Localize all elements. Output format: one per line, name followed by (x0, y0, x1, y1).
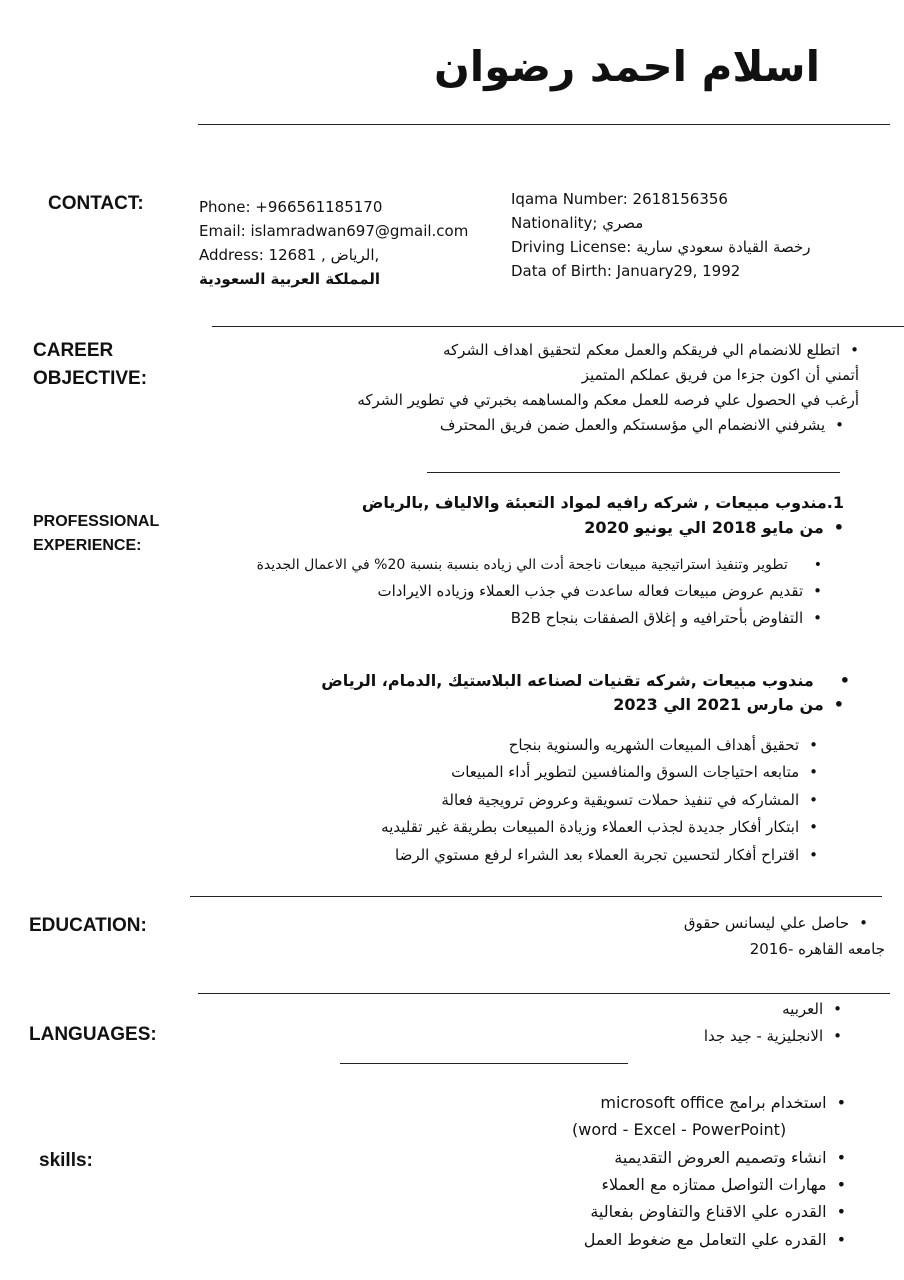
divider (212, 326, 904, 327)
iqama-number: Iqama Number: 2618156356 (511, 190, 728, 208)
job-bullet: • تحقيق أهداف المبيعات الشهريه والسنوية بنجاح (509, 736, 818, 754)
phone: Phone: +966561185170 (199, 198, 383, 216)
skill-item: • انشاء وتصميم العروض التقديمية (614, 1148, 846, 1167)
divider (198, 993, 890, 994)
nationality: Nationality; مصري (511, 214, 644, 232)
personal-details (511, 187, 811, 283)
contact-label: CONTACT: (48, 193, 144, 214)
job-bullet: • تقديم عروض مبيعات فعاله ساعدت في جذب العملاء وزياده الايرادات (377, 582, 822, 600)
experience-label-line: PROFESSIONAL (33, 513, 160, 530)
skill-item: • مهارات التواصل ممتازه مع العملاء (602, 1175, 846, 1194)
job-bullet: • تطوير وتنفيذ استراتيجية مبيعات ناجحة أدت الي زياده بنسبة بنسبة 20% في الاعمال الجديدة (257, 557, 822, 573)
objective-line: أرغب في الحصول علي فرصه للعمل معكم والمساهمه بخبرتي في تطوير الشركه (357, 391, 859, 409)
job-bullet: • متابعه احتياجات السوق والمنافسين لتطوير أداء المبيعات (451, 763, 818, 781)
contact-details (199, 195, 468, 291)
skill-item: • القدره علي الاقناع والتفاوض بفعالية (590, 1202, 846, 1221)
objective-label (33, 337, 147, 393)
education-degree: • حاصل علي ليسانس حقوق (684, 914, 868, 932)
language-item: • الانجليزية - جيد جدا (704, 1027, 842, 1045)
language-item: • العربيه (782, 1000, 842, 1018)
divider (190, 896, 882, 897)
job-title: • مندوب مبيعات ,شركه تقنيات لصناعه البلاستيك ,الدمام، الرياض (321, 671, 850, 690)
date-of-birth: Data of Birth: January29, 1992 (511, 262, 741, 280)
divider (427, 472, 840, 473)
job-period: • من مايو 2018 الي يونيو 2020 (584, 518, 844, 537)
skills-label: skills: (39, 1150, 93, 1171)
job-bullet: • ابتكار أفكار جديدة لجذب العملاء وزيادة المبيعات بطريقة غير تقليديه (381, 818, 818, 836)
education-university: جامعه القاهره -2016 (749, 940, 885, 958)
objective-line: • اتطلع للانضمام الي فريقكم والعمل معكم لتحقيق اهداف الشركه (443, 341, 859, 359)
job-bullet: • التفاوض بأحترافيه و إغلاق الصفقات بنجاح B2B (511, 609, 822, 627)
skill-item: • القدره علي التعامل مع ضغوط العمل (584, 1230, 846, 1249)
job-period: • من مارس 2021 الي 2023 (613, 695, 844, 714)
objective-label-line: CAREER (33, 340, 114, 361)
education-label: EDUCATION: (29, 915, 147, 936)
skill-item: • استخدام برامج microsoft office (600, 1093, 846, 1112)
driving-license: Driving License: رخصة القيادة سعودي سارية (511, 238, 811, 256)
address-country: المملكة العربية السعودية (199, 270, 381, 288)
languages-label: LANGUAGES: (29, 1024, 157, 1045)
divider (340, 1063, 628, 1064)
divider (198, 124, 890, 125)
job-bullet: • اقتراح أفكار لتحسين تجربة العملاء بعد الشراء لرفع مستوي الرضا (395, 846, 818, 864)
job-title: 1.مندوب مبيعات , شركه رافيه لمواد التعبئة والالياف ,بالرياض (361, 493, 844, 512)
experience-label-line: EXPERIENCE: (33, 537, 142, 554)
job-bullet: • المشاركه في تنفيذ حملات تسويقية وعروض ترويجية فعالة (441, 791, 818, 809)
experience-label (33, 510, 159, 558)
objective-line: أتمني أن اكون جزءا من فريق عملكم المتميز (581, 366, 859, 384)
objective-label-line: OBJECTIVE: (33, 368, 148, 389)
objective-line: • يشرفني الانضمام الي مؤسستكم والعمل ضمن فريق المحترف (440, 416, 844, 434)
address: Address: 12681 , الرياض, (199, 246, 380, 264)
email: Email: islamradwan697@gmail.com (199, 222, 469, 240)
skill-item-continued: (word - Excel - PowerPoint) (572, 1120, 787, 1139)
candidate-name: اسلام احمد رضوان (433, 42, 820, 91)
